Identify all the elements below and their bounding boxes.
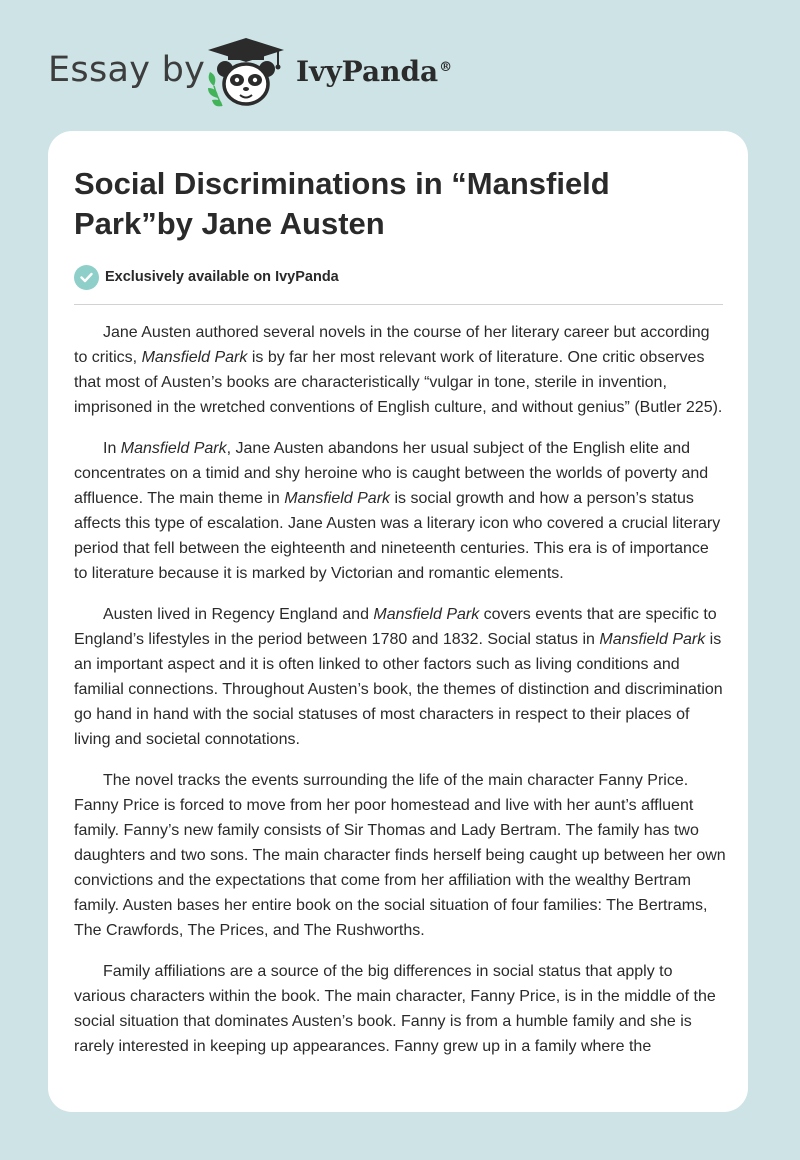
checkmark-icon — [74, 265, 99, 290]
paragraph-text: In — [103, 440, 121, 457]
essay-body — [74, 320, 726, 1075]
essay-paragraph — [74, 602, 726, 752]
essay-title: Social Discriminations in “Mansfield Park”by Jane Austen — [74, 166, 610, 241]
essay-by-label: Essay by — [48, 50, 206, 90]
book-title-italic: Mansfield Park — [599, 631, 706, 648]
paragraph-text: is an important aspect and it is often linked to other factors such as living conditions and familial connections. Throughout Austen’s book, the themes of distinction and discrimination go hand in hand with the social statuses of most characters in respect to their places of living and societal connotations. — [74, 631, 723, 748]
essay-paragraph — [74, 768, 726, 943]
ivypanda-logo-icon[interactable] — [200, 36, 292, 108]
essay-paragraph — [74, 436, 726, 586]
essay-paragraph — [74, 320, 726, 420]
site-header — [0, 0, 800, 130]
divider — [74, 304, 723, 305]
paragraph-text: is by far her most relevant work of literature. One critic observes that most of Austen’s books are characteristically “vulgar in tone, sterile in invention, imprisoned in the wretched conventions of English culture, and without genius” (Butler 225). — [74, 349, 723, 416]
brand-name[interactable] — [296, 55, 452, 88]
paragraph-text: covers events that are specific to England’s lifestyles in the period between 1780 and 1832. Social status in — [74, 606, 717, 648]
paragraph-text: , Jane Austen abandons her usual subject of the English elite and concentrates on a timid and shy heroine who is caught between the worlds of poverty and affluence. The main theme in — [74, 440, 709, 507]
exclusive-badge — [74, 264, 339, 290]
paragraph-text: is social growth and how a person’s status affects this type of escalation. Jane Austen was a literary icon who covered a crucial literary period that fell between the eighteenth and nineteenth centuries. This era is of importance to literature because it is marked by Victorian and romantic elements. — [74, 490, 721, 582]
paragraph-text: The novel tracks the events surrounding the life of the main character Fanny Price. Fanny Price is forced to move from her poor homestead and live with her aunt’s affluent family. Fanny’s new family consists of Sir Thomas and Lady Bertram. The family has two daughters and two sons. The main character finds herself being caught up between her own convictions and the expectations that come from her affiliation with the wealthy Bertram family. Austen bases her entire book on the social situation of four families: The Bertrams, The Crawfords, The Prices, and The Rushworths. — [74, 772, 726, 939]
brand-text: IvyPanda — [296, 55, 439, 88]
book-title-italic: Mansfield Park — [141, 349, 248, 366]
book-title-italic: Mansfield Park — [373, 606, 480, 623]
paragraph-text: Austen lived in Regency England and — [103, 606, 374, 623]
trademark-symbol: ® — [439, 59, 453, 75]
paragraph-text: Family affiliations are a source of the big differences in social status that apply to various characters within the book. The main character, Fanny Price, is in the middle of the social situation that dominates Austen’s book. Fanny is from a humble family and she is rarely interested in keeping up appearances. Fanny grew up in a family where the — [74, 963, 716, 1055]
essay-card — [48, 131, 748, 1112]
essay-paragraph — [74, 959, 726, 1059]
exclusive-label: Exclusively available on IvyPanda — [105, 269, 339, 285]
book-title-italic: Mansfield Park — [120, 440, 227, 457]
paragraph-text: Jane Austen authored several novels in the course of her literary career but according to critics, — [74, 324, 710, 366]
book-title-italic: Mansfield Park — [284, 490, 391, 507]
